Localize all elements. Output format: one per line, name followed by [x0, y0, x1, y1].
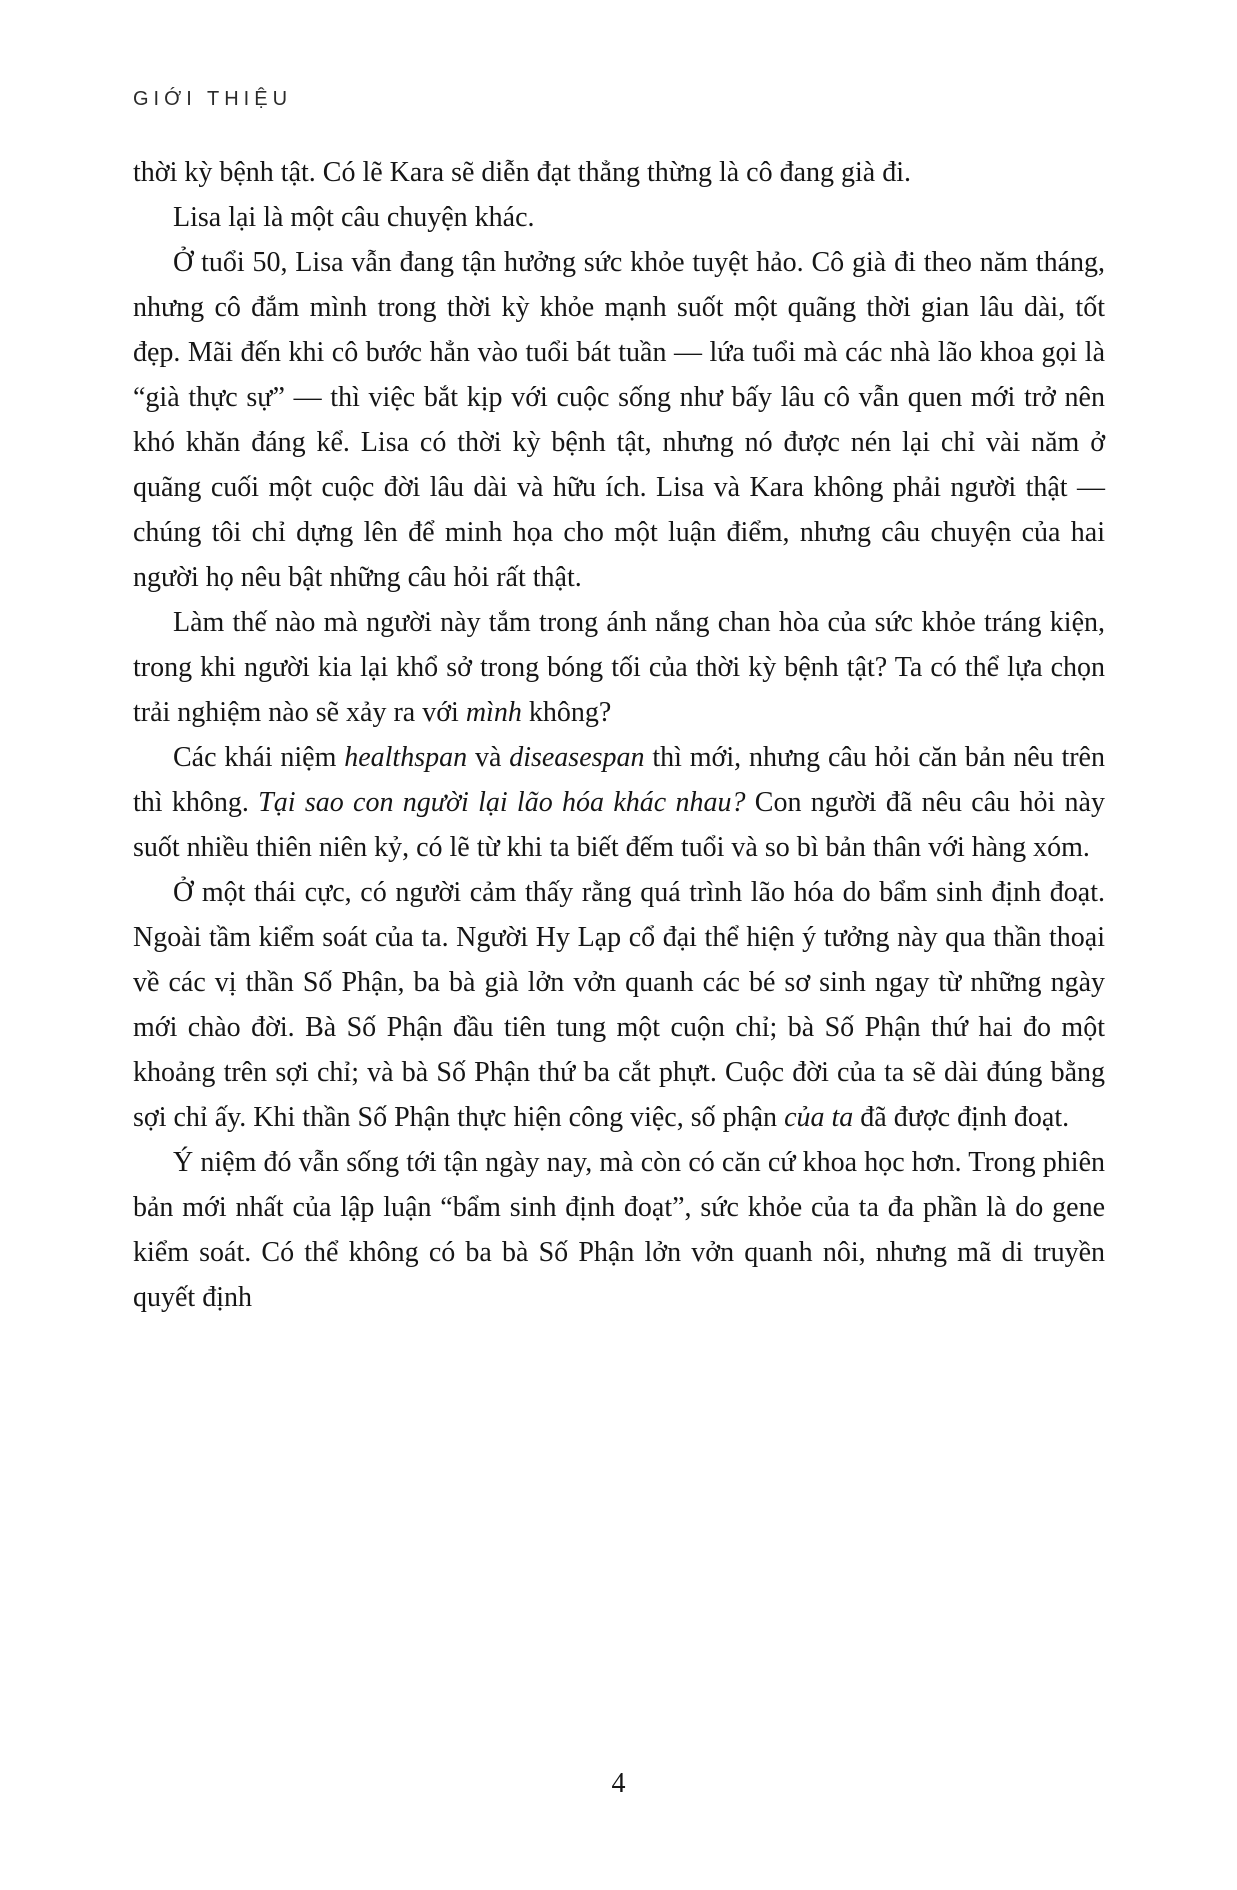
text-run: mình — [465, 697, 522, 728]
running-header: GIỚI THIỆU — [133, 88, 293, 110]
text-run: healthspan — [344, 742, 468, 773]
text-run: Lisa lại là một câu chuyện khác. — [173, 202, 535, 233]
paragraph — [133, 150, 1105, 195]
paragraph — [133, 240, 1105, 600]
text-run: không? — [521, 697, 612, 728]
text-run: Làm thế nào mà người này tắm trong ánh nắng chan hòa của sức khỏe tráng kiện, trong khi người kia lại khổ sở trong bóng tối của thời kỳ bệnh tật? Ta có thể lựa chọn trải nghiệm nào sẽ xảy ra với — [133, 607, 1105, 728]
text-run: Ý niệm đó vẫn sống tới tận ngày nay, mà còn có căn cứ khoa học hơn. Trong phiên bản mới nhất của lập luận “bẩm sinh định đoạt”, sức khỏe của ta đa phần là do gene kiểm soát. Có thể không có ba bà Số Phận lởn vởn quanh nôi, nhưng mã di truyền quyết định — [133, 1147, 1105, 1313]
paragraph — [133, 1140, 1105, 1320]
paragraph — [133, 600, 1105, 735]
text-run: diseasespan — [509, 742, 645, 773]
paragraph — [133, 735, 1105, 870]
text-run: Các khái niệm — [173, 742, 345, 773]
paragraph — [133, 870, 1105, 1140]
text-run: Ở một thái cực, có người cảm thấy rằng quá trình lão hóa do bẩm sinh định đoạt. Ngoài tầm kiểm soát của ta. Người Hy Lạp cổ đại thể hiện ý tưởng này qua thần thoại về các vị thần Số Phận, ba bà già lởn vởn quanh các bé sơ sinh ngay từ những ngày mới chào đời. Bà Số Phận đầu tiên tung một cuộn chỉ; bà Số Phận thứ hai đo một khoảng trên sợi chỉ; và bà Số Phận thứ ba cắt phựt. Cuộc đời của ta sẽ dài đúng bằng sợi chỉ ấy. Khi thần Số Phận thực hiện công việc, số phận — [133, 877, 1105, 1133]
text-run: thì mới, nhưng câu hỏi căn bản nêu trên thì không. — [133, 742, 1105, 818]
page-number: 4 — [611, 1768, 626, 1799]
text-run: đã được định đoạt. — [853, 1102, 1070, 1133]
paragraph — [133, 195, 1105, 240]
text-run: Tại sao con người lại lão hóa khác nhau? — [258, 787, 746, 818]
text-run: thời kỳ bệnh tật. Có lẽ Kara sẽ diễn đạt thẳng thừng là cô đang già đi. — [133, 157, 912, 188]
text-run: Ở tuổi 50, Lisa vẫn đang tận hưởng sức khỏe tuyệt hảo. Cô già đi theo năm tháng, nhưng cô đắm mình trong thời kỳ khỏe mạnh suốt một quãng thời gian lâu dài, tốt đẹp. Mãi đến khi cô bước hẳn vào tuổi bát tuần — lứa tuổi mà các nhà lão khoa gọi là “già thực sự” — thì việc bắt kịp với cuộc sống như bấy lâu cô vẫn quen mới trở nên khó khăn đáng kể. Lisa có thời kỳ bệnh tật, nhưng nó được nén lại chỉ vài năm ở quãng cuối một cuộc đời lâu dài và hữu ích. Lisa và Kara không phải người thật — chúng tôi chỉ dựng lên để minh họa cho một luận điểm, nhưng câu chuyện của hai người họ nêu bật những câu hỏi rất thật. — [133, 247, 1105, 593]
text-run: và — [467, 742, 510, 773]
body-text — [133, 150, 1105, 1320]
text-run: của ta — [784, 1102, 854, 1133]
text-run: Con người đã nêu câu hỏi này suốt nhiều thiên niên kỷ, có lẽ từ khi ta biết đếm tuổi và so bì bản thân với hàng xóm. — [133, 787, 1105, 863]
